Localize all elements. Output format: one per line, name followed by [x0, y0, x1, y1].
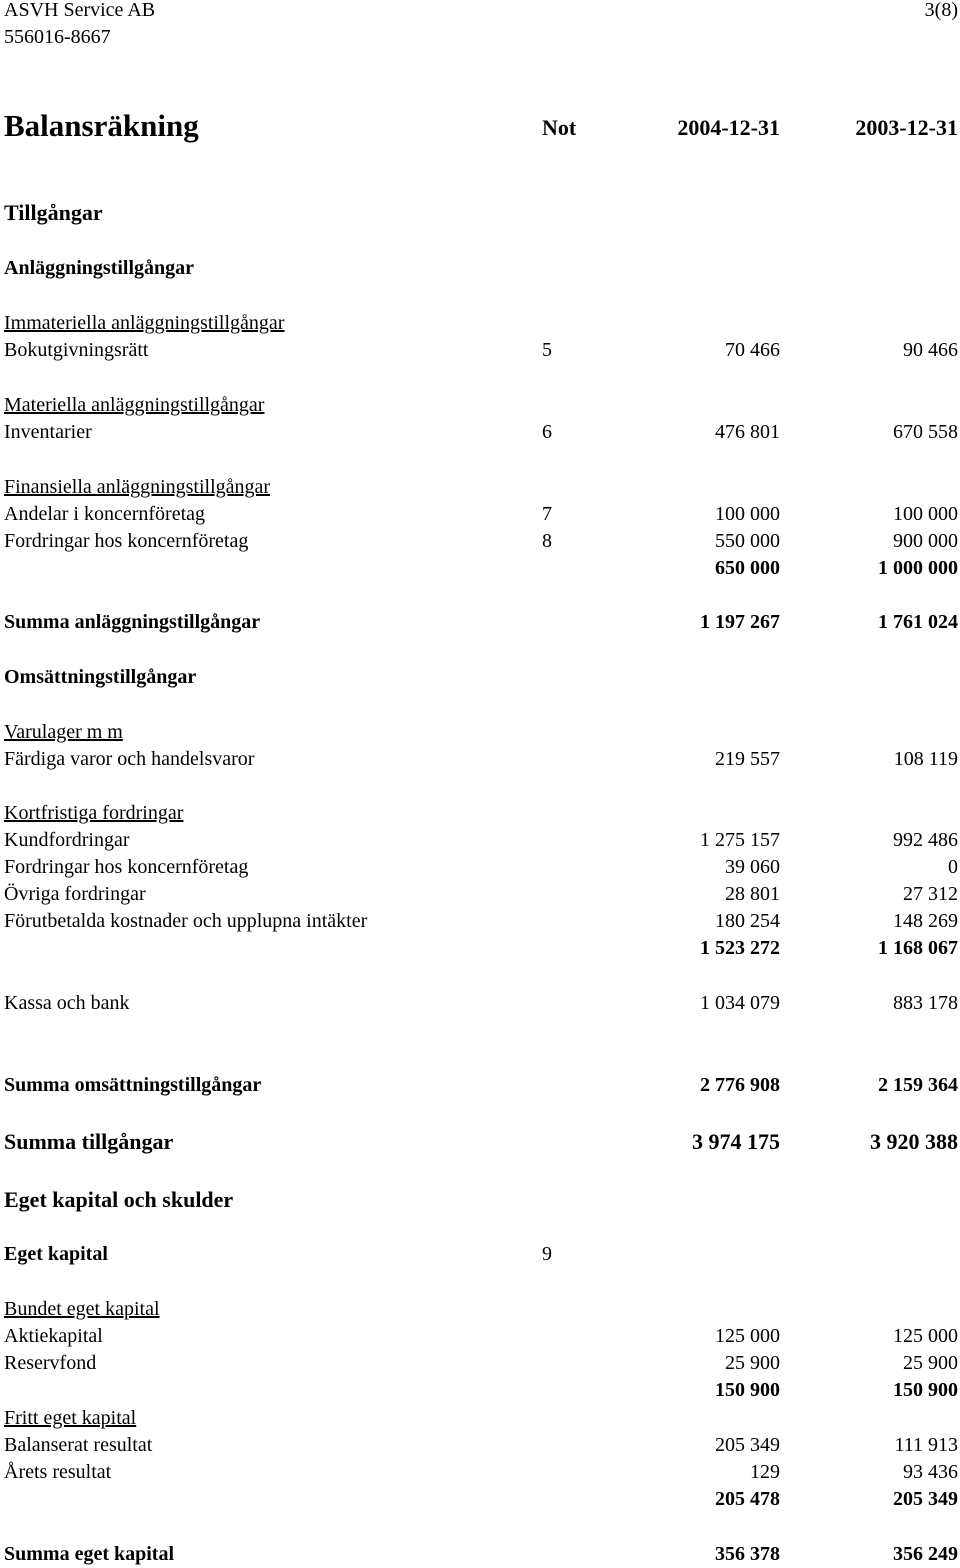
row-value-2004: 129 — [750, 1461, 780, 1483]
row-value-2003: 25 900 — [903, 1352, 958, 1374]
row-value-2003: 150 900 — [893, 1379, 958, 1401]
table-row — [0, 746, 960, 772]
row-value-2004: 205 349 — [715, 1434, 780, 1456]
row-note: 6 — [542, 421, 552, 443]
row-value-2003: 125 000 — [893, 1325, 958, 1347]
table-row — [0, 990, 960, 1016]
row-label: Summa tillgångar — [4, 1129, 174, 1154]
row-value-2003: 2 159 364 — [878, 1074, 958, 1096]
row-value-2003: 900 000 — [893, 530, 958, 552]
org-number: 556016-8667 — [4, 26, 111, 48]
row-label: Anläggningstillgångar — [4, 257, 195, 279]
table-row — [0, 1350, 960, 1376]
page-title: Balansräkning — [4, 108, 199, 143]
row-value-2003: 93 436 — [903, 1461, 958, 1483]
row-label: Aktiekapital — [4, 1325, 103, 1347]
row-label: Summa anläggningstillgångar — [4, 611, 261, 633]
table-row — [0, 1129, 960, 1155]
row-label: Eget kapital — [4, 1243, 108, 1265]
table-row — [0, 1187, 960, 1213]
row-value-2003: 670 558 — [893, 421, 958, 443]
row-value-2004: 2 776 908 — [700, 1074, 780, 1096]
table-row — [0, 609, 960, 635]
table-row — [0, 664, 960, 690]
row-label: Finansiella anläggningstillgångar — [4, 476, 271, 498]
row-value-2004: 125 000 — [715, 1325, 780, 1347]
row-value-2004: 70 466 — [725, 339, 780, 361]
table-row — [0, 800, 960, 826]
table-row — [0, 1486, 960, 1512]
row-value-2004: 39 060 — [725, 856, 780, 878]
row-label: Färdiga varor och handelsvaror — [4, 748, 255, 770]
row-value-2004: 1 523 272 — [700, 937, 780, 959]
row-label: Fordringar hos koncernföretag — [4, 856, 249, 878]
row-value-2004: 180 254 — [715, 910, 780, 932]
row-value-2003: 205 349 — [893, 1488, 958, 1510]
row-value-2003: 108 119 — [893, 748, 958, 770]
row-label: Fritt eget kapital — [4, 1407, 137, 1429]
row-value-2003: 883 178 — [893, 992, 958, 1014]
table-row — [0, 1296, 960, 1322]
column-header-note: Not — [542, 115, 577, 140]
table-row — [0, 419, 960, 445]
row-label: Förutbetalda kostnader och upplupna intäkter — [4, 910, 368, 932]
row-label: Omsättningstillgångar — [4, 666, 197, 688]
table-row — [0, 528, 960, 554]
column-header-year1: 2004-12-31 — [677, 115, 780, 140]
row-label: Tillgångar — [4, 200, 103, 225]
row-label: Balanserat resultat — [4, 1434, 153, 1456]
table-row — [0, 719, 960, 745]
table-row — [0, 1323, 960, 1349]
row-value-2003: 1 000 000 — [878, 557, 958, 579]
table-row — [0, 854, 960, 880]
table-row — [0, 392, 960, 418]
company-name: ASVH Service AB — [4, 0, 156, 21]
row-label: Reservfond — [4, 1352, 97, 1374]
table-row — [0, 881, 960, 907]
row-note: 7 — [542, 503, 552, 525]
row-value-2004: 550 000 — [715, 530, 780, 552]
row-label: Summa eget kapital — [4, 1543, 174, 1565]
row-value-2004: 28 801 — [725, 883, 780, 905]
row-value-2003: 90 466 — [903, 339, 958, 361]
row-value-2004: 219 557 — [715, 748, 780, 770]
row-value-2003: 356 249 — [893, 1543, 958, 1565]
table-row — [0, 1432, 960, 1458]
row-value-2003: 100 000 — [893, 503, 958, 525]
table-row — [0, 501, 960, 527]
title-row — [0, 106, 960, 146]
page-number: 3(8) — [924, 0, 958, 21]
row-value-2003: 1 761 024 — [878, 611, 958, 633]
row-value-2004: 150 900 — [715, 1379, 780, 1401]
table-row — [0, 1459, 960, 1485]
table-row — [0, 337, 960, 363]
row-label: Bokutgivningsrätt — [4, 339, 149, 361]
row-value-2004: 476 801 — [715, 421, 780, 443]
table-row — [0, 1377, 960, 1403]
row-label: Materiella anläggningstillgångar — [4, 394, 265, 416]
row-label: Varulager m m — [4, 721, 123, 743]
row-value-2004: 650 000 — [715, 557, 780, 579]
row-label: Bundet eget kapital — [4, 1298, 160, 1320]
row-label: Övriga fordringar — [4, 883, 146, 905]
row-value-2003: 3 920 388 — [870, 1129, 958, 1154]
row-value-2003: 148 269 — [893, 910, 958, 932]
table-row — [0, 935, 960, 961]
row-value-2004: 356 378 — [715, 1543, 780, 1565]
row-value-2003: 0 — [948, 856, 958, 878]
column-header-year2: 2003-12-31 — [855, 115, 958, 140]
row-label: Kassa och bank — [4, 992, 130, 1014]
row-label: Kundfordringar — [4, 829, 130, 851]
row-value-2004: 25 900 — [725, 1352, 780, 1374]
row-label: Summa omsättningstillgångar — [4, 1074, 262, 1096]
row-value-2004: 1 275 157 — [700, 829, 780, 851]
table-row — [0, 1072, 960, 1098]
row-value-2004: 1 197 267 — [700, 611, 780, 633]
row-value-2003: 27 312 — [903, 883, 958, 905]
row-label: Inventarier — [4, 421, 92, 443]
table-row — [0, 310, 960, 336]
row-value-2004: 1 034 079 — [700, 992, 780, 1014]
row-value-2004: 3 974 175 — [692, 1129, 780, 1154]
row-value-2004: 205 478 — [715, 1488, 780, 1510]
row-value-2003: 992 486 — [893, 829, 958, 851]
table-row — [0, 200, 960, 226]
row-note: 8 — [542, 530, 552, 552]
row-label: Fordringar hos koncernföretag — [4, 530, 249, 552]
row-label: Eget kapital och skulder — [4, 1187, 234, 1212]
table-row — [0, 1405, 960, 1431]
row-note: 9 — [542, 1243, 552, 1265]
table-row — [0, 827, 960, 853]
table-row — [0, 1541, 960, 1567]
row-label: Immateriella anläggningstillgångar — [4, 312, 285, 334]
row-value-2003: 1 168 067 — [878, 937, 958, 959]
table-row — [0, 1241, 960, 1267]
row-label: Andelar i koncernföretag — [4, 503, 206, 525]
table-row — [0, 555, 960, 581]
table-row — [0, 474, 960, 500]
row-label: Årets resultat — [4, 1461, 112, 1483]
table-row — [0, 255, 960, 281]
row-value-2004: 100 000 — [715, 503, 780, 525]
row-value-2003: 111 913 — [894, 1434, 958, 1456]
table-row — [0, 908, 960, 934]
row-label: Kortfristiga fordringar — [4, 802, 184, 824]
row-note: 5 — [542, 339, 552, 361]
